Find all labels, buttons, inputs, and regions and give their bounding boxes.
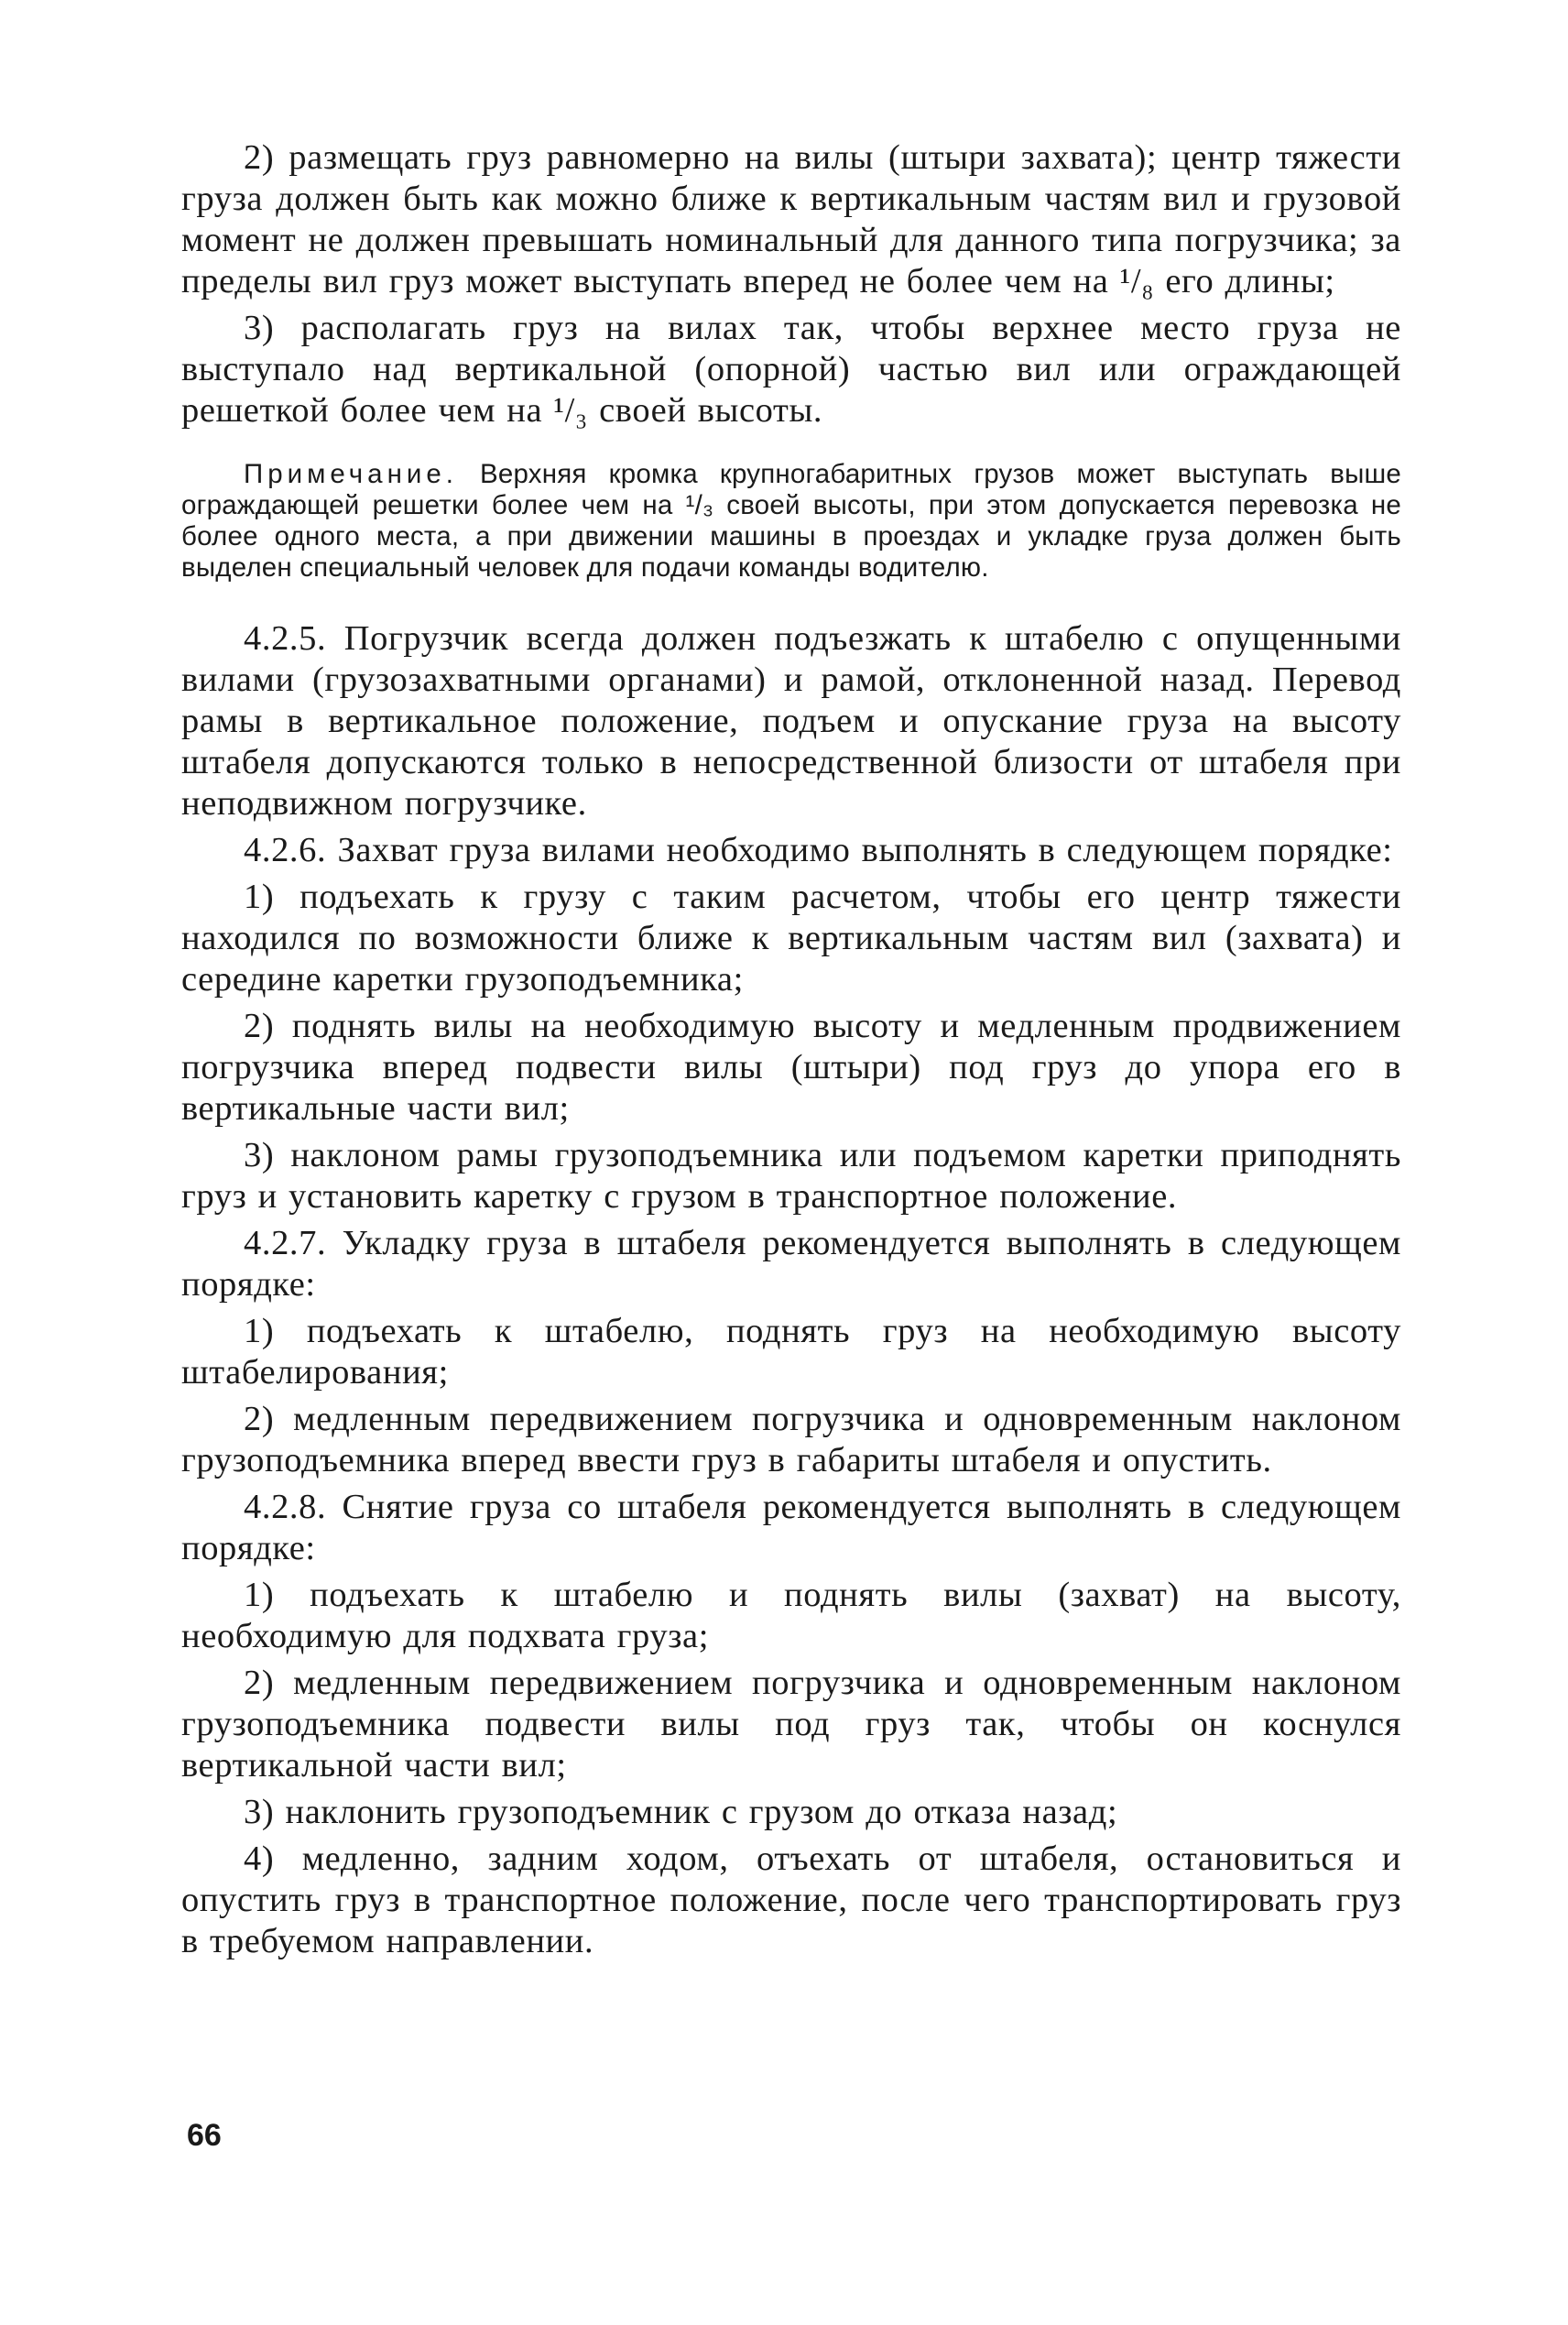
list-item-3: 3) располагать груз на вилах так, чтобы верхнее место груза не выступало над вертикальной (опорной) частью вил или ограждающей решеткой более чем на ¹/₃ своей высоты. xyxy=(181,309,1401,430)
note-text: Верхняя кромка крупногабаритных грузов может выступать выше ограждающей решетки более чем на ¹/₃ своей высоты, при этом допускается перевозка не более одного места, а при движении машины в проездах и укладке груза должен быть выделен специальный человек для подачи команды водителю. xyxy=(181,459,1401,583)
section-4-2-7-item-2: 2) медленным передвижением погрузчика и одновременным наклоном грузоподъемника вперед ввести груз в габариты штабеля и опустить. xyxy=(181,1400,1401,1479)
section-4-2-6-item-3: 3) наклоном рамы грузоподъемника или подъемом каретки приподнять груз и установить каретку с грузом в транспортное положение. xyxy=(181,1136,1401,1216)
section-4-2-8-item-4: 4) медленно, задним ходом, отъехать от штабеля, остановиться и опустить груз в транспортное положение, после чего транспортировать груз в требуемом направлении. xyxy=(181,1839,1401,1960)
section-4-2-8-item-2: 2) медленным передвижением погрузчика и одновременным наклоном грузоподъемника подвести вилы под груз так, чтобы он коснулся вертикальной части вил; xyxy=(181,1664,1401,1785)
section-4-2-6-item-1: 1) подъехать к грузу с таким расчетом, чтобы его центр тяжести находился по возможности ближе к вертикальным частям вил (захвата) и середине каретки грузоподъемника; xyxy=(181,878,1401,999)
section-4-2-7: 4.2.7. Укладку груза в штабеля рекомендуется выполнять в следующем порядке: xyxy=(181,1224,1401,1304)
section-4-2-7-item-1: 1) подъехать к штабелю, поднять груз на необходимую высоту штабелирования; xyxy=(181,1312,1401,1392)
section-4-2-6: 4.2.6. Захват груза вилами необходимо выполнять в следующем порядке: xyxy=(244,831,1393,869)
list-item-2: 2) размещать груз равномерно на вилы (штыри захвата); центр тяжести груза должен быть как можно ближе к вертикальным частям вил и грузовой момент не должен превышать номинальный для данного типа погрузчика; за пределы вил груз может выступать вперед не более чем на ¹/₈ его длины; xyxy=(181,138,1401,300)
section-4-2-8-item-3: 3) наклонить грузоподъемник с грузом до отказа назад; xyxy=(244,1793,1118,1831)
section-4-2-8-item-1: 1) подъехать к штабелю и поднять вилы (захват) на высоту, необходимую для подхвата груза; xyxy=(181,1576,1401,1655)
section-4-2-5: 4.2.5. Погрузчик всегда должен подъезжать к штабелю с опущенными вилами (грузозахватными органами) и рамой, отклоненной назад. Перевод рамы в вертикальное положение, подъем и опускание груза на высоту штабеля допускаются только в непосредственной близости от штабеля при неподвижном погрузчике. xyxy=(181,619,1401,823)
page-number: 66 xyxy=(187,2118,222,2153)
section-4-2-6-item-2: 2) поднять вилы на необходимую высоту и медленным продвижением погрузчика вперед подвести вилы (штыри) под груз до упора его в вертикальные части вил; xyxy=(181,1007,1401,1128)
document-page xyxy=(181,137,1401,1962)
note-paragraph xyxy=(181,459,1401,584)
section-4-2-8: 4.2.8. Снятие груза со штабеля рекомендуется выполнять в следующем порядке: xyxy=(181,1488,1401,1567)
note-heading: Примечание. xyxy=(244,459,458,489)
